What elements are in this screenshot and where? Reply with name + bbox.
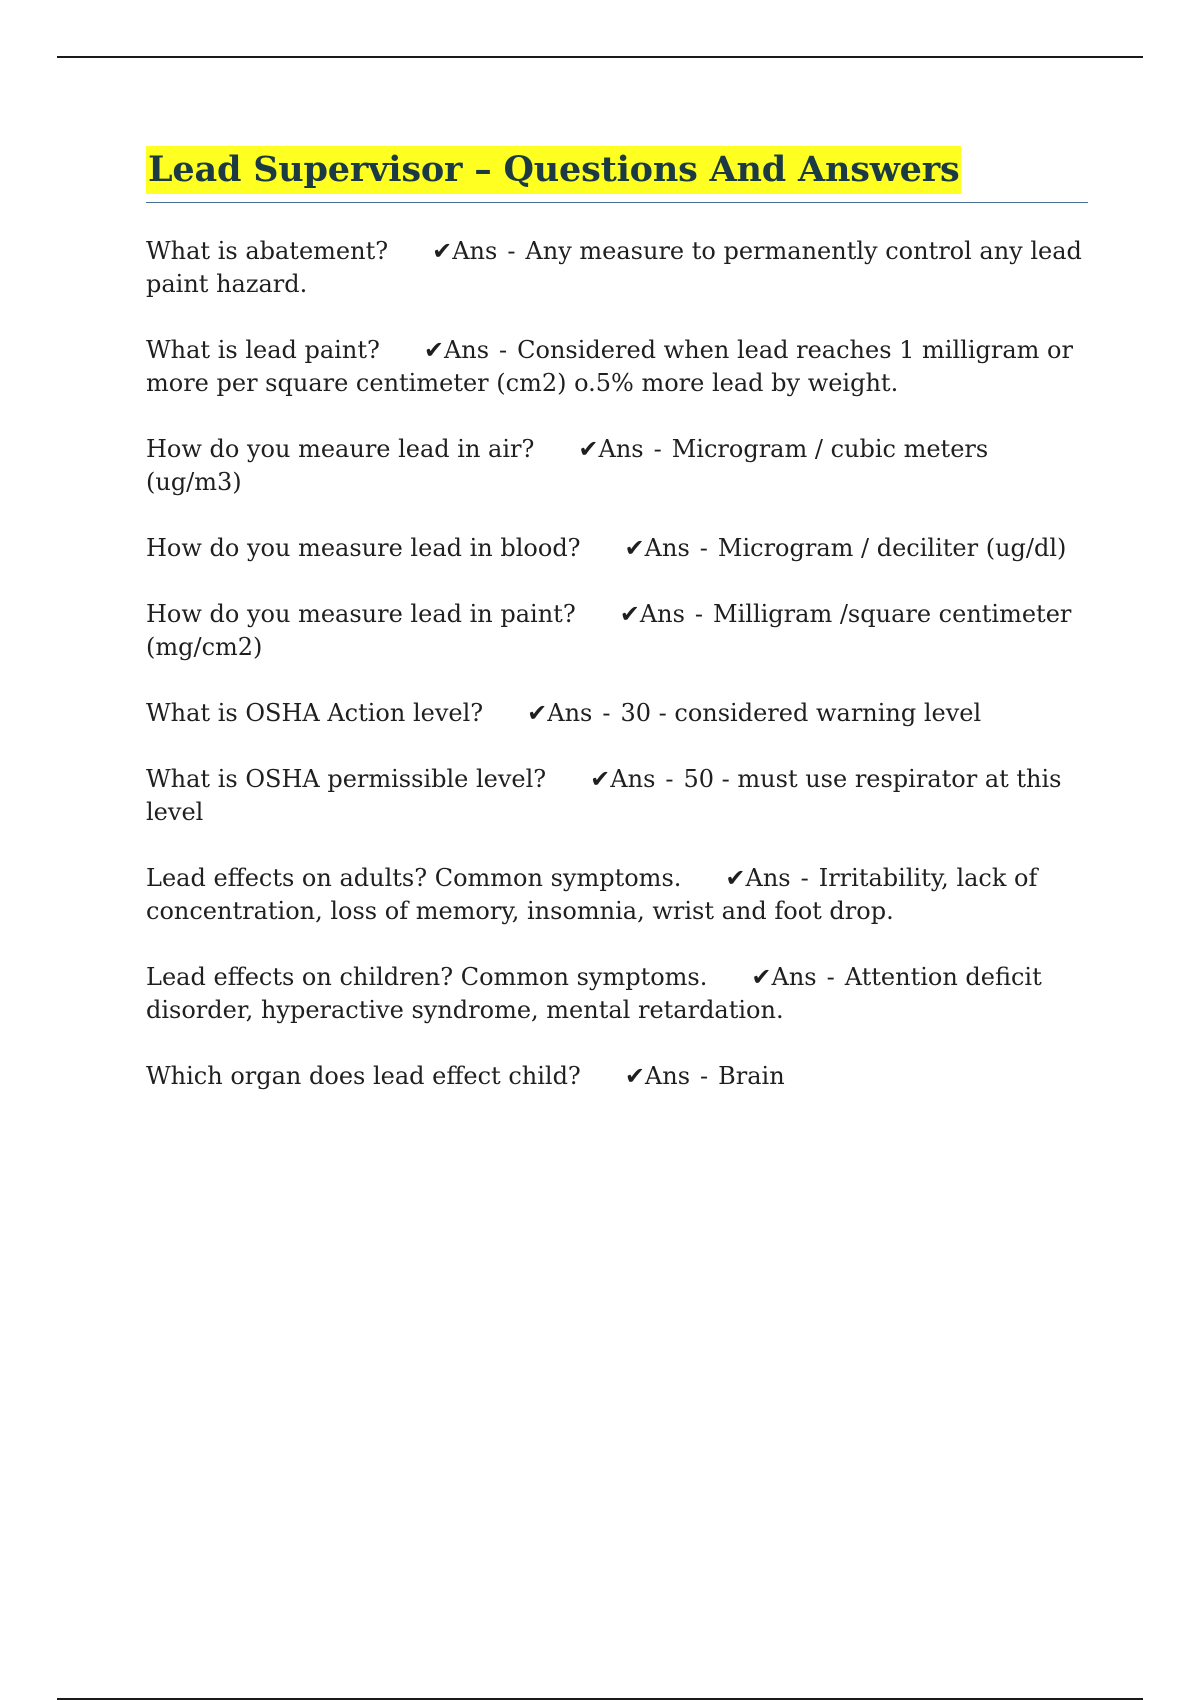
qa-item [146,598,1088,664]
answer-separator: - [700,1062,709,1090]
answer-separator: - [665,765,674,793]
qa-question: Lead effects on adults? Common symptoms. [146,864,682,892]
qa-item [146,697,1088,730]
qa-question: What is abatement? [146,237,389,265]
title-block [146,146,1088,203]
answer-separator: - [602,699,611,727]
answer-label: ✔Ans [590,765,656,793]
qa-answer: Brain [718,1062,785,1090]
qa-answer: Any measure to permanently control any lead paint hazard. [146,237,1082,298]
answer-separator: - [800,864,809,892]
qa-answer: Considered when lead reaches 1 milligram or more per square centimeter (cm2) o.5% more lead by weight. [146,336,1073,397]
qa-question: Which organ does lead effect child? [146,1062,581,1090]
qa-list [146,235,1088,1093]
qa-answer: 50 - must use respirator at this level [146,765,1062,826]
qa-item [146,235,1088,301]
document-body [146,146,1088,1126]
qa-question: What is OSHA Action level? [146,699,484,727]
qa-question: What is lead paint? [146,336,380,364]
qa-question: How do you measure lead in paint? [146,600,576,628]
document-title: Lead Supervisor – Questions And Answers [146,146,961,194]
qa-item [146,1060,1088,1093]
answer-label: ✔Ans [578,435,644,463]
qa-answer: 30 - considered warning level [620,699,982,727]
qa-item [146,433,1088,499]
qa-item [146,532,1088,565]
qa-question: How do you meaure lead in air? [146,435,535,463]
answer-label: ✔Ans [624,1062,691,1090]
answer-separator: - [653,435,662,463]
answer-label: ✔Ans [619,600,685,628]
answer-label: ✔Ans [624,534,690,562]
answer-label: ✔Ans [751,963,817,991]
answer-separator: - [694,600,704,628]
qa-question: Lead effects on children? Common symptoms. [146,963,708,991]
qa-answer: Irritability, lack of concentration, loss of memory, insomnia, wrist and foot drop. [146,864,1038,925]
qa-item [146,961,1088,1027]
answer-separator: - [826,963,835,991]
qa-answer: Milligram /square centimeter (mg/cm2) [146,600,1072,661]
page-top-rule [57,56,1143,58]
answer-label: ✔Ans [432,237,498,265]
answer-separator: - [699,534,708,562]
answer-label: ✔Ans [725,864,791,892]
answer-separator: - [507,237,516,265]
qa-question: How do you measure lead in blood? [146,534,581,562]
qa-item [146,862,1088,928]
qa-answer: Attention deficit disorder, hyperactive syndrome, mental retardation. [146,963,1042,1024]
answer-label: ✔Ans [423,336,490,364]
qa-item [146,763,1088,829]
qa-item [146,334,1088,400]
qa-question: What is OSHA permissible level? [146,765,547,793]
qa-answer: Microgram / deciliter (ug/dl) [717,534,1067,562]
answer-label: ✔Ans [527,699,593,727]
answer-separator: - [499,336,508,364]
qa-answer: Microgram / cubic meters (ug/m3) [146,435,989,496]
